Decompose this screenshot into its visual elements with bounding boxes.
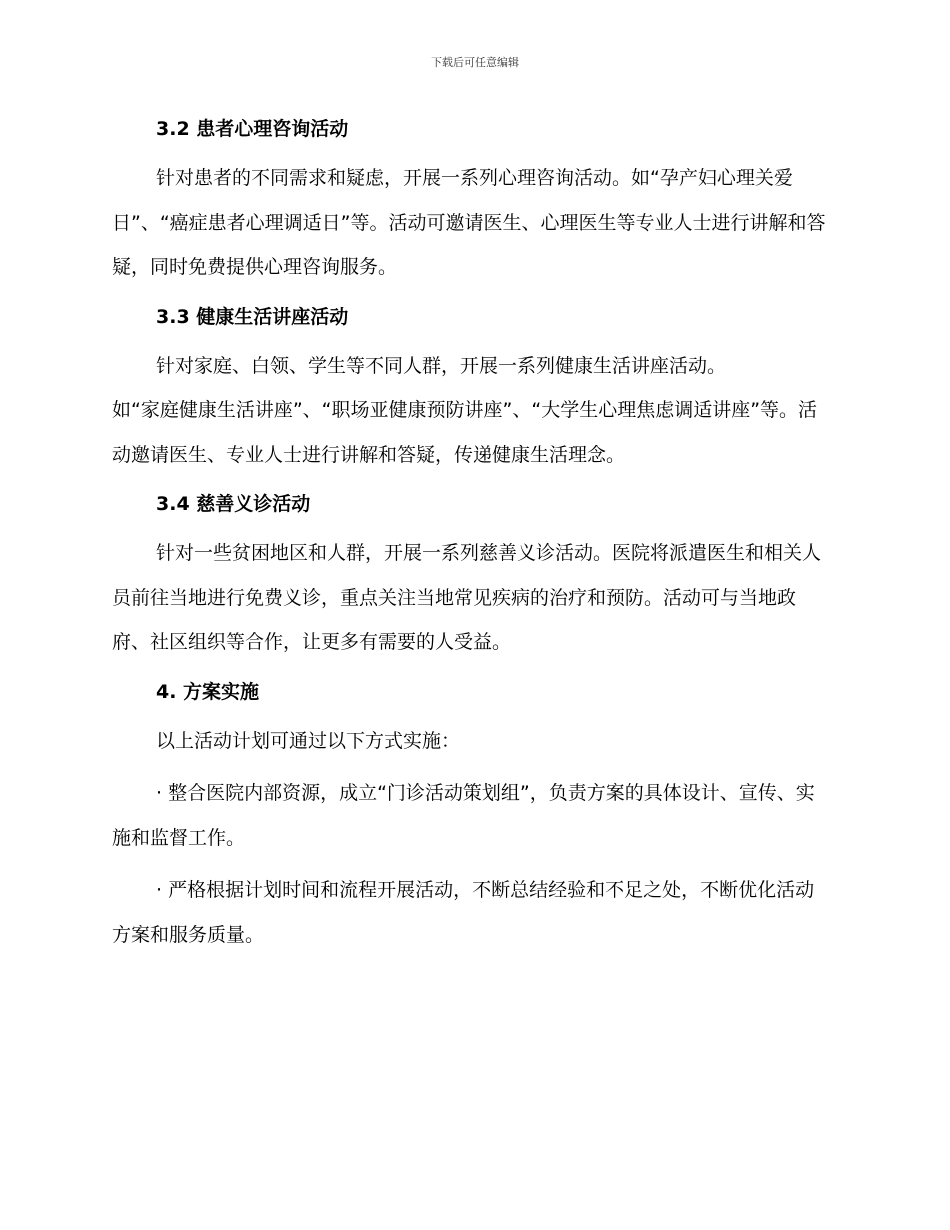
implementation-intro: 以上活动计划可通过以下方式实施：: [156, 729, 461, 752]
section-heading-4: 4. 方案实施: [156, 680, 260, 703]
section-paragraph-3-3: 针对家庭、白领、学生等不同人群，开展一系列健康生活讲座活动。 如“家庭健康生活讲座”、“职场亚健康预防讲座”、“大学生心理焦虑调适讲座”等。活动邀请医生、专业人士进行讲解和答疑，传递健康生活理念。: [112, 354, 818, 466]
implementation-bullet-2: · 严格根据计划时间和流程开展活动，不断总结经验和不足之处，不断优化活动方案和服务质量。: [112, 879, 815, 946]
section-paragraph-3-2: 针对患者的不同需求和疑虑，开展一系列心理咨询活动。如“孕产妇心理关爱日”、“癌症患者心理调适日”等。活动可邀请医生、心理医生等专业人士进行讲解和答疑，同时免费提供心理咨询服务。: [112, 167, 826, 278]
document-body: [112, 112, 832, 957]
header-note: 下载后可任意编辑: [431, 56, 519, 69]
section-heading-3-4: 3.4 慈善义诊活动: [156, 493, 311, 515]
implementation-bullet-1: · 整合医院内部资源，成立“门诊活动策划组”，负责方案的具体设计、宣传、实施和监督工作。: [112, 782, 815, 849]
section-heading-3-3: 3.3 健康生活讲座活动: [156, 305, 349, 328]
section-heading-3-2: 3.2 患者心理咨询活动: [156, 118, 349, 140]
section-paragraph-3-4: 针对一些贫困地区和人群，开展一系列慈善义诊活动。医院将派遣医生和相关人员前往当地进行免费义诊，重点关注当地常见疾病的治疗和预防。活动可与当地政府、社区组织等合作，让更多有需要的人受益。: [112, 542, 822, 653]
